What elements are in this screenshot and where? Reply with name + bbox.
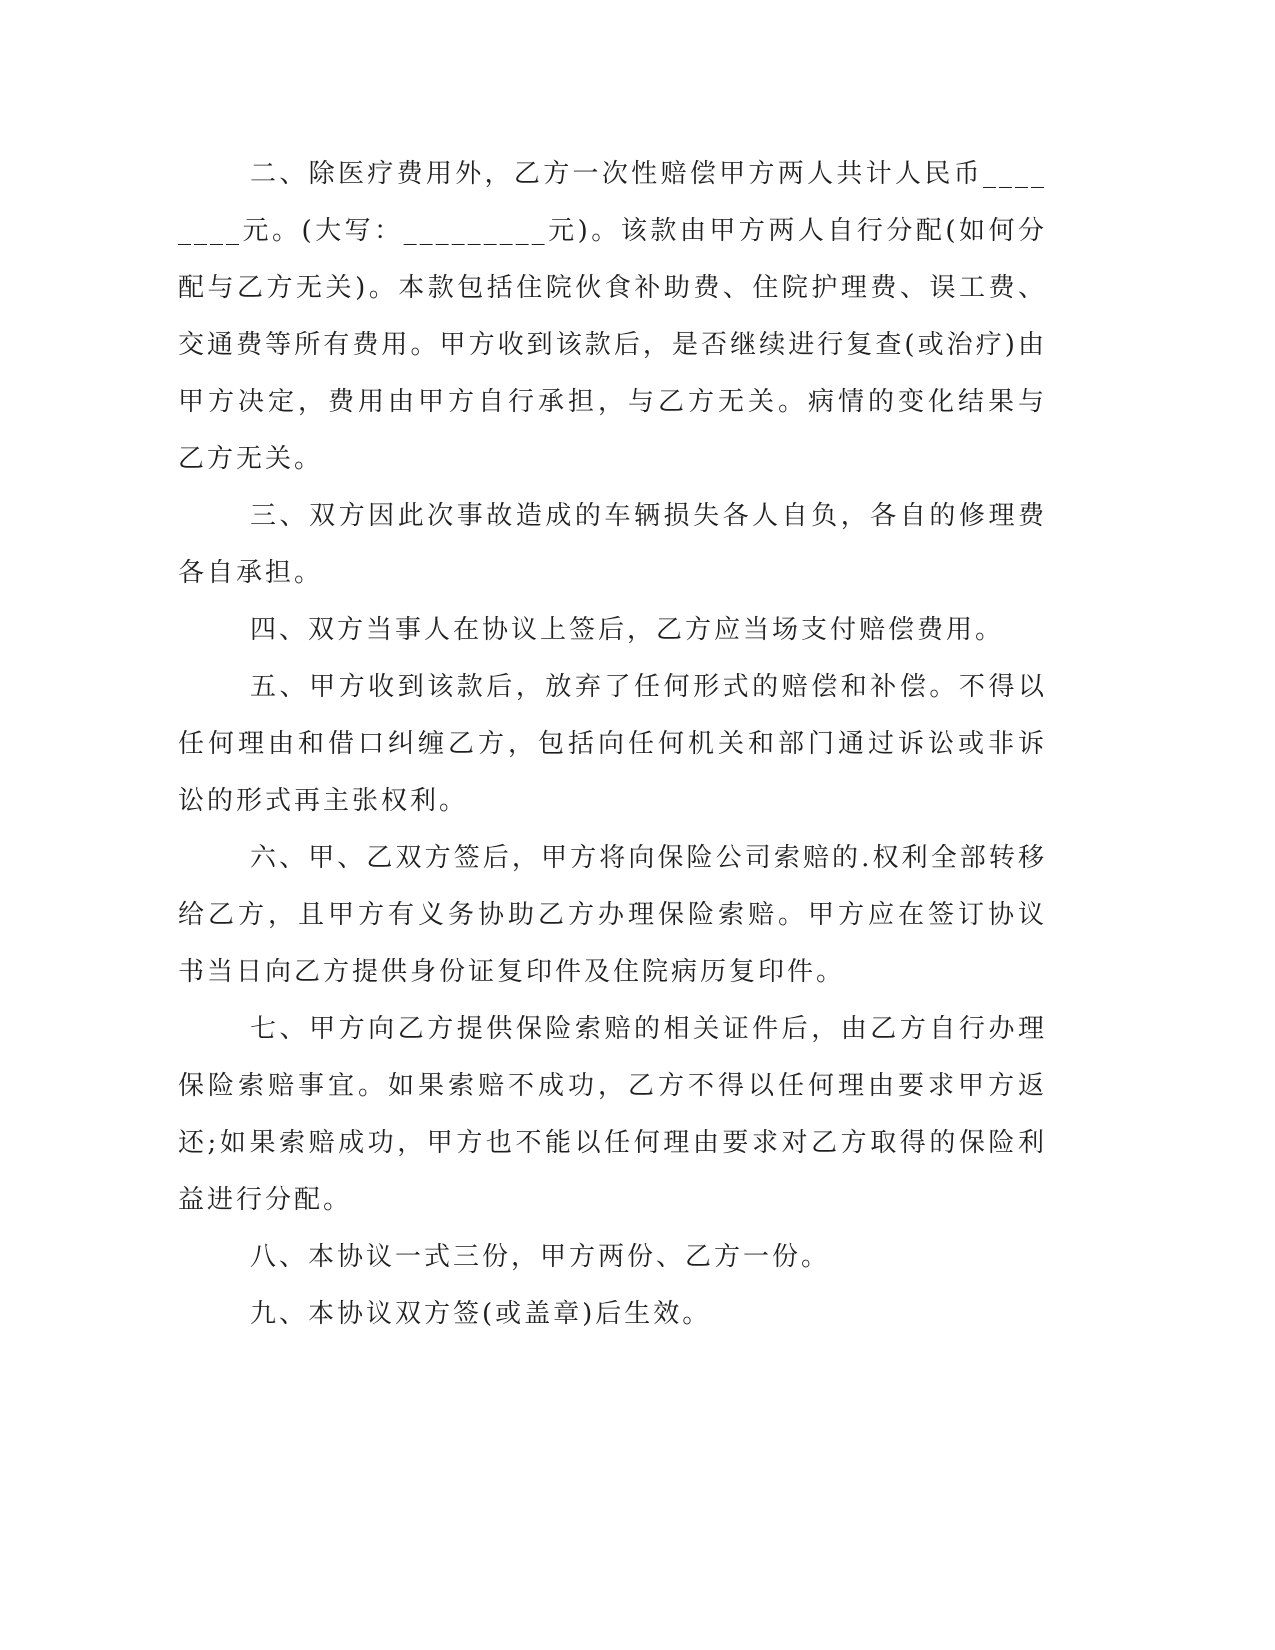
paragraph: 四、双方当事人在协议上签后，乙方应当场支付赔偿费用。 <box>250 615 1005 645</box>
paragraph: 七、甲方向乙方提供保险索赔的相关证件后，由乙方自行办理保险索赔事宜。如果索赔不成功，乙方不得以任何理由要求甲方返还;如果索赔成功，甲方也不能以任何理由要求对乙方取得的保险利益进行分配。 <box>178 1014 1047 1215</box>
paragraph: 六、甲、乙双方签后，甲方将向保险公司索赔的.权利全部转移给乙方，且甲方有义务协助乙方办理保险索赔。甲方应在签订协议书当日向乙方提供身份证复印件及住院病历复印件。 <box>178 843 1047 987</box>
paragraph: 八、本协议一式三份，甲方两份、乙方一份。 <box>250 1242 831 1272</box>
paragraph: 三、双方因此次事故造成的车辆损失各人自负，各自的修理费各自承担。 <box>178 501 1047 588</box>
paragraph: 二、除医疗费用外，乙方一次性赔偿甲方两人共计人民币________元。(大写：_________元)。该款由甲方两人自行分配(如何分配与乙方无关)。本款包括住院伙食补助费、住院护理费、误工费、交通费等所有费用。甲方收到该款后，是否继续进行复查(或治疗)由甲方决定，费用由甲方自行承担，与乙方无关。病情的变化结果与乙方无关。 <box>178 159 1047 474</box>
document-body <box>178 146 1047 1343</box>
paragraph: 五、甲方收到该款后，放弃了任何形式的赔偿和补偿。不得以任何理由和借口纠缠乙方，包括向任何机关和部门通过诉讼或非诉讼的形式再主张权利。 <box>178 672 1047 816</box>
paragraph: 九、本协议双方签(或盖章)后生效。 <box>250 1299 712 1329</box>
